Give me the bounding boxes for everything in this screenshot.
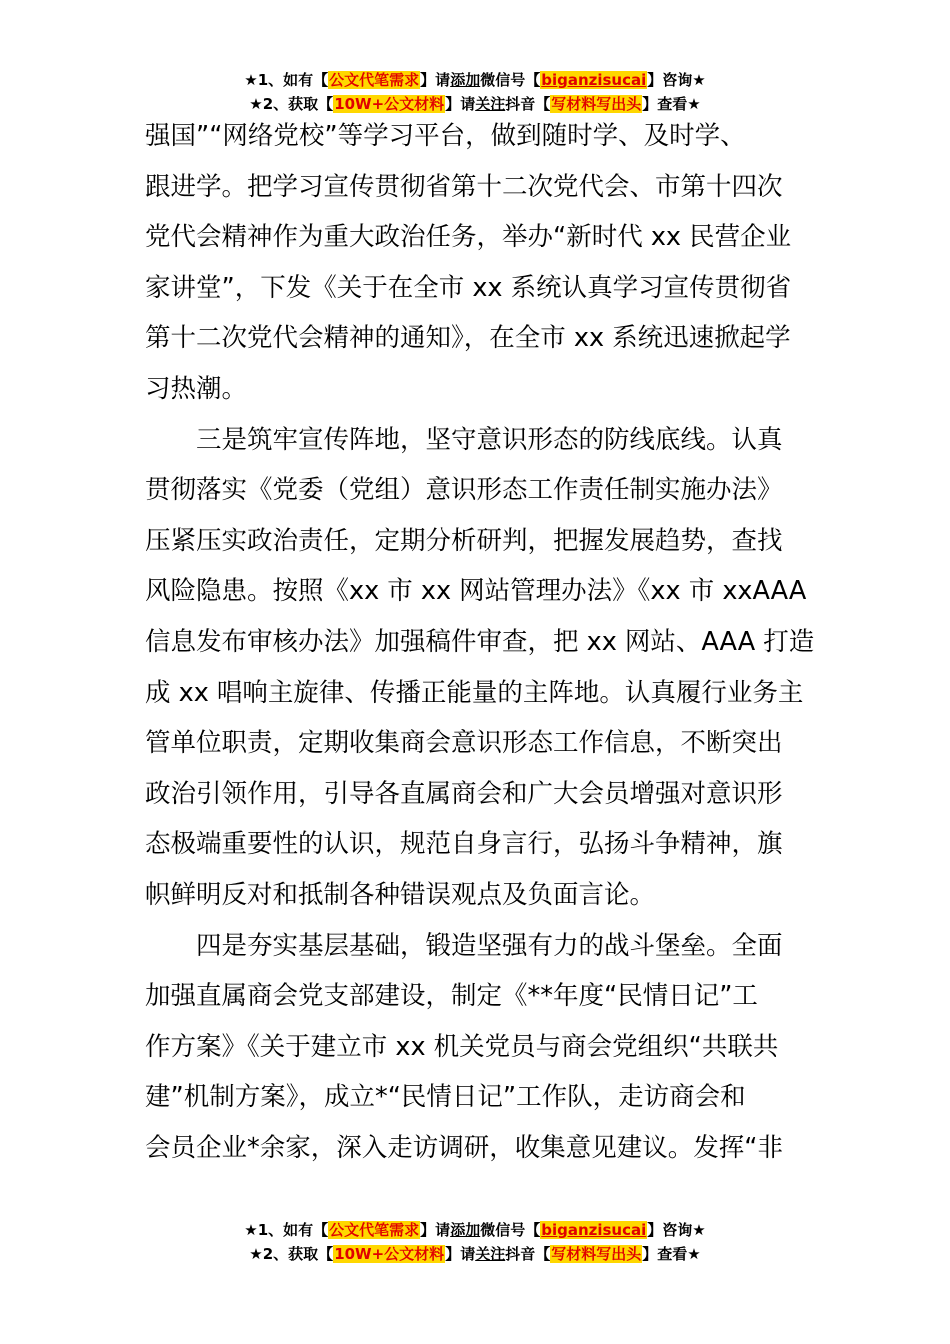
document-body bbox=[145, 111, 815, 1173]
promo-text: 】请 bbox=[445, 1245, 476, 1263]
promo-text: 】咨询★ bbox=[647, 71, 706, 89]
promo-line-1 bbox=[0, 1218, 950, 1242]
body-line: 跟进学。把学习宣传贯彻省第十二次党代会、市第十四次 bbox=[145, 171, 783, 202]
body-line: 管单位职责，定期收集商会意识形态工作信息，不断突出 bbox=[145, 728, 783, 759]
promo-highlight: 10W+公文材料 bbox=[334, 1245, 445, 1263]
promo-text: 】请 bbox=[420, 71, 451, 89]
promo-highlight: 公文代笔需求 bbox=[329, 1221, 420, 1239]
promo-text: 】查看★ bbox=[642, 1245, 701, 1263]
body-line: 风险隐患。按照《xx 市 xx 网站管理办法》《xx 市 xxAAA bbox=[145, 576, 807, 607]
promo-text: ★2、获取【 bbox=[249, 95, 334, 113]
promo-wechat-id: biganzisucai bbox=[541, 1221, 647, 1239]
body-line: 习热潮。 bbox=[145, 373, 248, 404]
promo-douyin-id: 写材料写出头 bbox=[551, 1245, 642, 1263]
footer-promo-banner bbox=[0, 1218, 950, 1266]
promo-line-1 bbox=[0, 68, 950, 92]
body-line: 强国”“网络党校”等学习平台，做到随时学、及时学、 bbox=[145, 121, 746, 151]
body-line: 成 xx 唱响主旋律、传播正能量的主阵地。认真履行业务主 bbox=[145, 677, 804, 708]
body-line: 政治引领作用，引导各直属商会和广大会员增强对意识形 bbox=[145, 778, 783, 809]
body-line: 压紧压实政治责任，定期分析研判，把握发展趋势，查找 bbox=[145, 525, 783, 556]
body-line: 信息发布审核办法》加强稿件审查，把 xx 网站、AAA 打造 bbox=[145, 626, 815, 657]
promo-douyin-id: 写材料写出头 bbox=[551, 95, 642, 113]
paragraph-start-line: 四是夯实基层基础，锻造坚强有力的战斗堡垒。全面 bbox=[196, 930, 783, 961]
promo-text: ★1、如有【 bbox=[244, 71, 329, 89]
body-line: 家讲堂”，下发《关于在全市 xx 系统认真学习宣传贯彻省 bbox=[145, 272, 792, 303]
body-line: 贯彻落实《党委（党组）意识形态工作责任制实施办法》 bbox=[145, 475, 783, 506]
promo-text: 微信号【 bbox=[480, 1221, 541, 1239]
body-line: 第十二次党代会精神的通知》，在全市 xx 系统迅速掀起学 bbox=[145, 323, 791, 354]
promo-emphasis: 关注 bbox=[475, 1245, 506, 1263]
promo-text: 】请 bbox=[445, 95, 476, 113]
body-line: 会员企业*余家，深入走访调研，收集意见建议。发挥“非 bbox=[145, 1132, 783, 1163]
promo-emphasis: 添加 bbox=[450, 71, 481, 89]
promo-line-2 bbox=[0, 1242, 950, 1266]
promo-text: 】查看★ bbox=[642, 95, 701, 113]
promo-text: 微信号【 bbox=[480, 71, 541, 89]
promo-highlight: 10W+公文材料 bbox=[334, 95, 445, 113]
body-line: 态极端重要性的认识，规范自身言行，弘扬斗争精神，旗 bbox=[145, 829, 783, 860]
body-line: 党代会精神作为重大政治任务，举办“新时代 xx 民营企业 bbox=[145, 222, 792, 253]
promo-text: ★2、获取【 bbox=[249, 1245, 334, 1263]
promo-text: 抖音【 bbox=[505, 1245, 551, 1263]
promo-emphasis: 关注 bbox=[475, 95, 506, 113]
promo-wechat-id: biganzisucai bbox=[541, 71, 647, 89]
promo-text: 抖音【 bbox=[505, 95, 551, 113]
promo-highlight: 公文代笔需求 bbox=[329, 71, 420, 89]
body-line: 建”机制方案》，成立*“民情日记”工作队，走访商会和 bbox=[145, 1082, 746, 1113]
promo-emphasis: 添加 bbox=[450, 1221, 481, 1239]
promo-text: 】请 bbox=[420, 1221, 451, 1239]
promo-text: ★1、如有【 bbox=[244, 1221, 329, 1239]
header-promo-banner bbox=[0, 68, 950, 116]
body-line: 帜鲜明反对和抵制各种错误观点及负面言论。 bbox=[145, 879, 656, 910]
paragraph-start-line: 三是筑牢宣传阵地，坚守意识形态的防线底线。认真 bbox=[196, 424, 783, 455]
body-line: 作方案》《关于建立市 xx 机关党员与商会党组织“共联共 bbox=[145, 1031, 779, 1062]
body-line: 加强直属商会党支部建设，制定《**年度“民情日记”工 bbox=[145, 981, 758, 1012]
promo-text: 】咨询★ bbox=[647, 1221, 706, 1239]
